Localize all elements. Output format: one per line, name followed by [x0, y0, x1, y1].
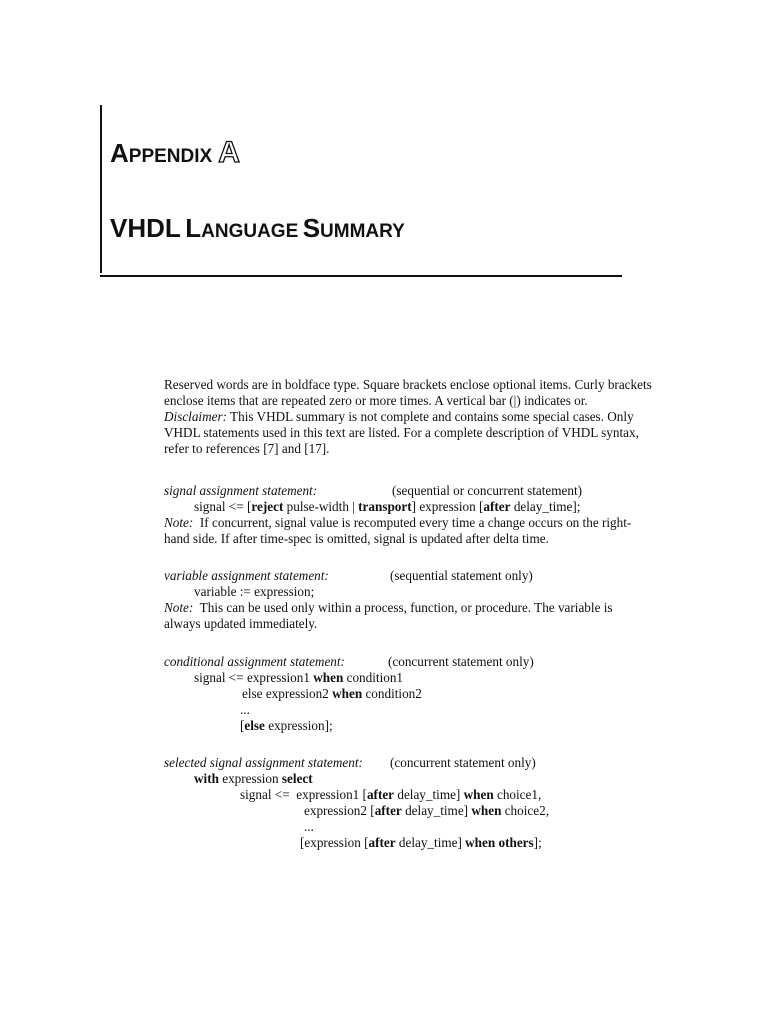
section-note: (sequential or concurrent statement) — [392, 483, 583, 498]
section-header — [164, 654, 652, 670]
heading-horizontal-rule — [100, 275, 622, 277]
code-ellipsis: ... — [304, 819, 314, 834]
title-word1: VHDL — [110, 213, 181, 243]
code-line: [expression [after delay_time] when others]; — [300, 835, 542, 850]
note-line: Note: If concurrent, signal value is recomputed every time a change occurs on the right- — [164, 515, 632, 530]
section-note: (concurrent statement only) — [388, 654, 534, 669]
chapter-title — [110, 213, 405, 244]
intro-line: enclose items that are repeated zero or more times. A vertical bar (|) indicates or. — [164, 393, 588, 408]
code-line: signal <= [reject pulse-width | transport] expression [after delay_time]; — [194, 499, 581, 514]
code-ellipsis: ... — [240, 702, 250, 717]
note-line: Note: This can be used only within a process, function, or procedure. The variable is — [164, 600, 613, 615]
chapter-heading — [0, 0, 768, 290]
note-line: always updated immediately. — [164, 616, 318, 631]
variable-assignment-section — [164, 568, 652, 632]
section-header — [164, 483, 652, 499]
section-note: (sequential statement only) — [390, 568, 533, 583]
note-label: Note: — [164, 515, 194, 530]
intro-paragraph — [164, 377, 652, 457]
code-line: else expression2 when condition2 — [242, 686, 422, 701]
intro-line: VHDL statements used in this text are listed. For a complete description of VHDL syntax, — [164, 425, 639, 440]
heading-vertical-rule — [100, 105, 102, 273]
section-label: variable assignment statement: — [164, 568, 329, 583]
title-word2-initial: L — [185, 213, 202, 243]
code-line: signal <= expression1 when condition1 — [194, 670, 404, 685]
section-note: (concurrent statement only) — [390, 755, 536, 770]
section-label: conditional assignment statement: — [164, 654, 345, 669]
appendix-label — [110, 136, 240, 170]
code-line: with expression select — [194, 771, 313, 786]
intro-line — [164, 409, 652, 425]
title-word2-rest: ANGUAGE — [201, 221, 299, 242]
note-line: hand side. If after time-spec is omitted, signal is updated after delta time. — [164, 531, 549, 546]
selected-assignment-section — [164, 755, 652, 851]
intro-line: refer to references [7] and [17]. — [164, 441, 330, 456]
section-label: selected signal assignment statement: — [164, 755, 363, 770]
appendix-word-rest: PPENDIX — [128, 146, 213, 167]
title-word3-initial: S — [302, 213, 321, 243]
appendix-letter: A — [218, 136, 240, 169]
signal-assignment-section — [164, 483, 652, 547]
note-label: Note: — [164, 600, 194, 615]
title-word3-rest: UMMARY — [320, 221, 405, 242]
section-header — [164, 755, 652, 771]
code-line: [else expression]; — [240, 718, 333, 733]
code-line: expression2 [after delay_time] when choice2, — [304, 803, 550, 818]
conditional-assignment-section — [164, 654, 652, 734]
section-header — [164, 568, 652, 584]
code-line: signal <= expression1 [after delay_time] when choice1, — [240, 787, 542, 802]
appendix-word-initial: A — [110, 138, 129, 168]
section-label: signal assignment statement: — [164, 483, 318, 498]
intro-line: Reserved words are in boldface type. Square brackets enclose optional items. Curly brackets — [164, 377, 652, 392]
disclaimer-label: Disclaimer: — [164, 409, 227, 424]
intro-text: This VHDL summary is not complete and contains some special cases. Only — [227, 409, 634, 424]
code-line: variable := expression; — [194, 584, 315, 599]
